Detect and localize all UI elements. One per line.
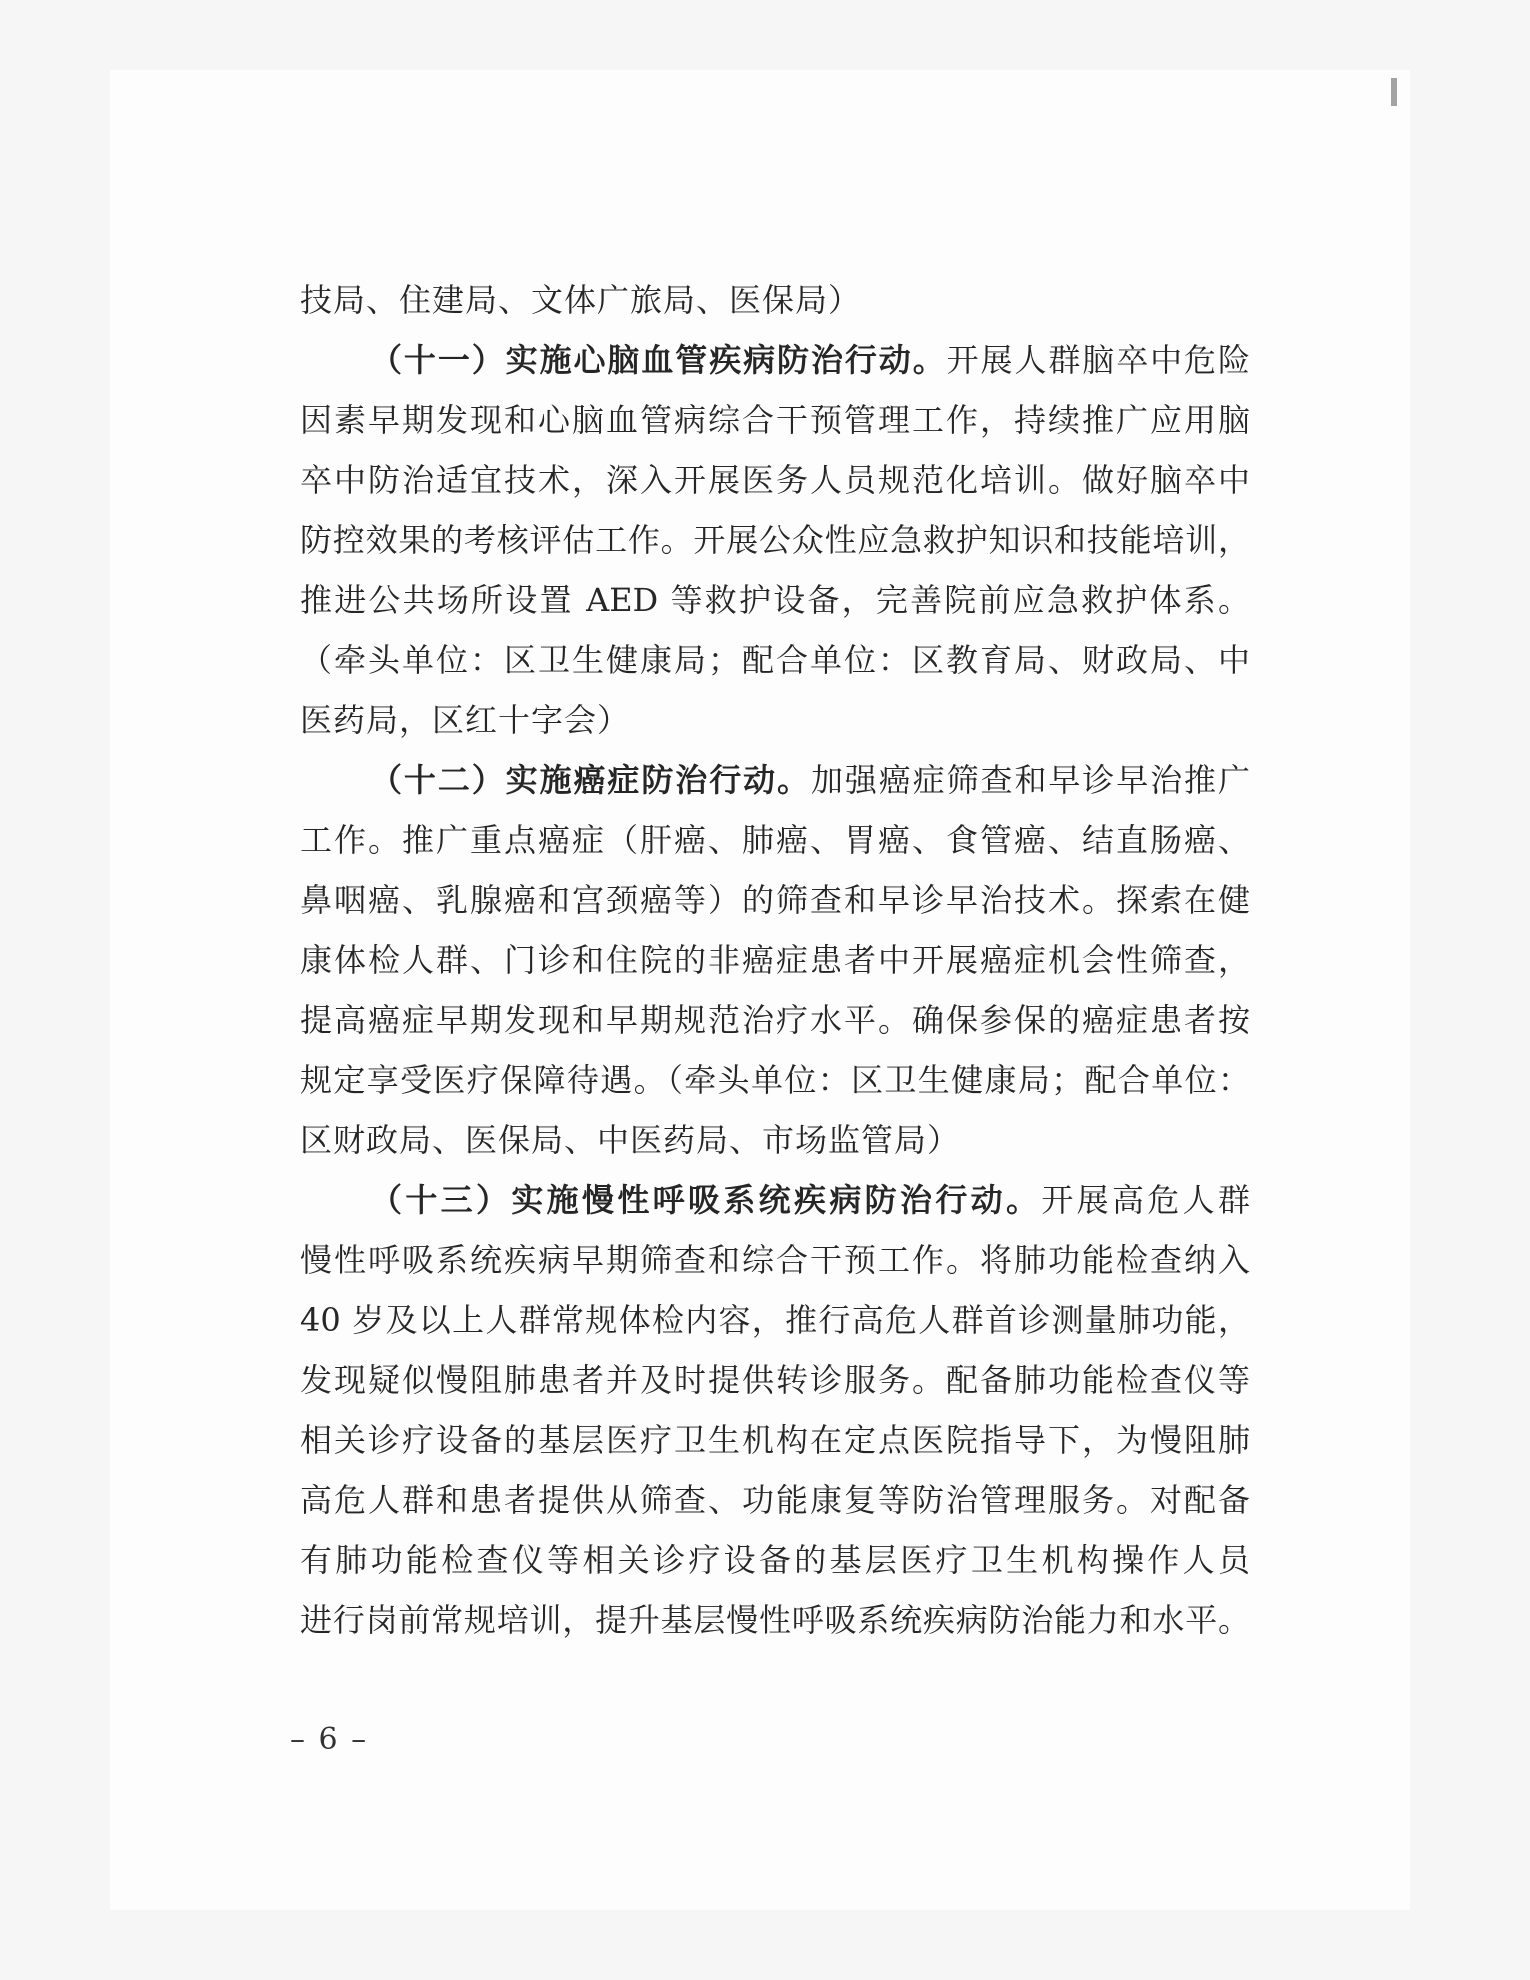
section-lead-text: 开展高危人群 bbox=[1041, 1181, 1250, 1219]
section-heading-line bbox=[300, 750, 1250, 810]
text-line: 进行岗前常规培训，提升基层慢性呼吸系统疾病防治能力和水平。 bbox=[300, 1601, 1250, 1639]
continuation-line: 技局、住建局、文体广旅局、医保局） bbox=[300, 281, 862, 319]
text-line: 卒中防治适宜技术，深入开展医务人员规范化培训。做好脑卒中 bbox=[300, 461, 1250, 499]
text-line: （牵头单位：区卫生健康局；配合单位：区教育局、财政局、中 bbox=[300, 641, 1250, 679]
text-line: 区财政局、医保局、中医药局、市场监管局） bbox=[300, 1121, 961, 1159]
text-line: 工作。推广重点癌症（肝癌、肺癌、胃癌、食管癌、结直肠癌、 bbox=[300, 821, 1250, 859]
section-heading-line bbox=[300, 1170, 1250, 1230]
section-heading: （十二）实施癌症防治行动。 bbox=[370, 761, 811, 799]
section-lead-text: 开展人群脑卒中危险 bbox=[946, 341, 1250, 379]
text-line: 慢性呼吸系统疾病早期筛查和综合干预工作。将肺功能检查纳入 bbox=[300, 1241, 1250, 1279]
text-line: 提高癌症早期发现和早期规范治疗水平。确保参保的癌症患者按 bbox=[300, 1001, 1250, 1039]
text-line: 康体检人群、门诊和住院的非癌症患者中开展癌症机会性筛查， bbox=[300, 941, 1250, 979]
text-line: 发现疑似慢阻肺患者并及时提供转诊服务。配备肺功能检查仪等 bbox=[300, 1361, 1250, 1399]
text-line: 鼻咽癌、乳腺癌和宫颈癌等）的筛查和早诊早治技术。探索在健 bbox=[300, 881, 1250, 919]
text-line: 有肺功能检查仪等相关诊疗设备的基层医疗卫生机构操作人员 bbox=[300, 1541, 1250, 1579]
section-heading-line bbox=[300, 330, 1250, 390]
text-line: 40 岁及以上人群常规体检内容，推行高危人群首诊测量肺功能， bbox=[300, 1301, 1250, 1339]
scan-mark bbox=[1391, 78, 1397, 106]
section-heading: （十一）实施心脑血管疾病防治行动。 bbox=[370, 341, 947, 379]
text-line: 防控效果的考核评估工作。开展公众性应急救护知识和技能培训， bbox=[300, 521, 1250, 559]
text-line: 医药局，区红十字会） bbox=[300, 701, 631, 739]
section-heading: （十三）实施慢性呼吸系统疾病防治行动。 bbox=[370, 1181, 1042, 1219]
section-lead-text: 加强癌症筛查和早诊早治推广 bbox=[810, 761, 1250, 799]
text-line: 规定享受医疗保障待遇。（牵头单位：区卫生健康局；配合单位： bbox=[300, 1061, 1250, 1099]
text-line: 高危人群和患者提供从筛查、功能康复等防治管理服务。对配备 bbox=[300, 1481, 1250, 1519]
text-line: 因素早期发现和心脑血管病综合干预管理工作，持续推广应用脑 bbox=[300, 401, 1250, 439]
text-line: 相关诊疗设备的基层医疗卫生机构在定点医院指导下，为慢阻肺 bbox=[300, 1421, 1250, 1459]
document-body bbox=[300, 270, 1250, 1650]
text-line: 推进公共场所设置 AED 等救护设备，完善院前应急救护体系。 bbox=[300, 581, 1250, 619]
page-number: – 6 – bbox=[290, 1722, 369, 1757]
